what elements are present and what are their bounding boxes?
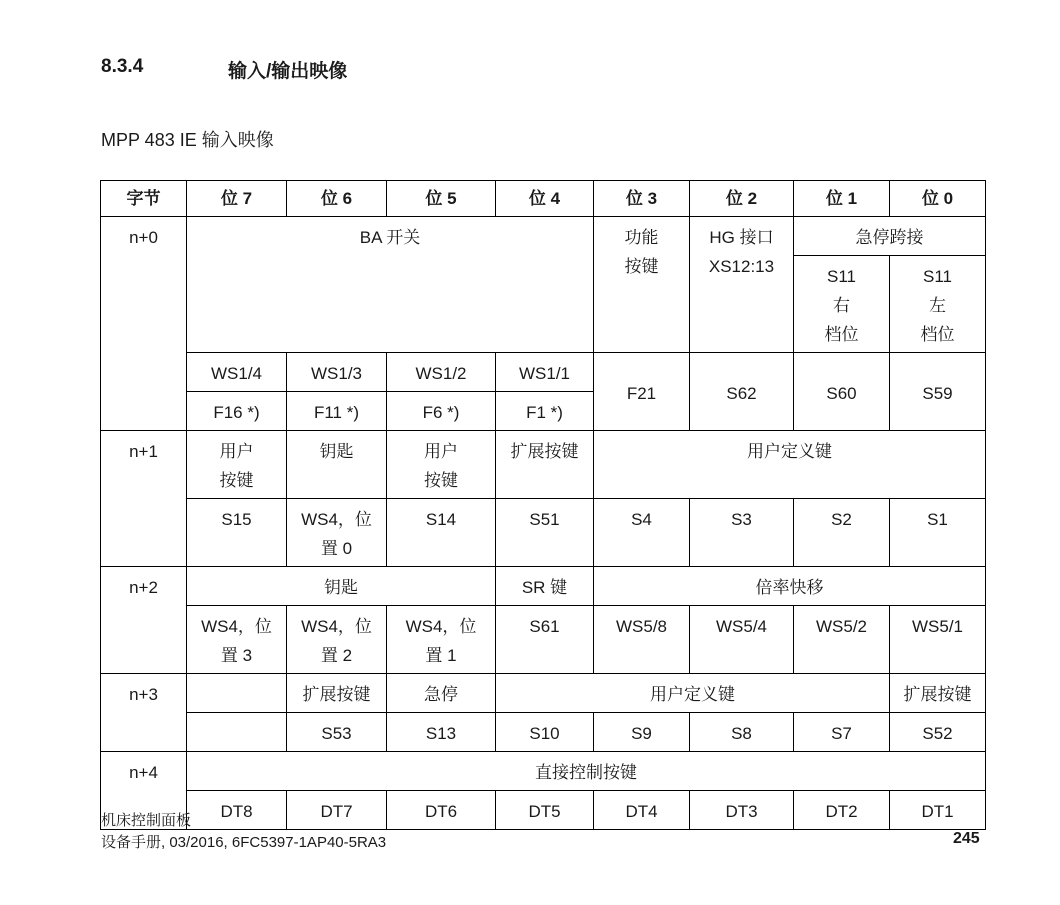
- bit-cell: WS4，位 置 0: [287, 499, 387, 567]
- bit-cell: WS4，位 置 1: [387, 606, 496, 674]
- header-bit4: 位 4: [496, 181, 594, 217]
- user-key-cell: 用户 按键: [187, 431, 287, 499]
- bit-cell: DT7: [287, 791, 387, 830]
- bit-cell: WS5/2: [794, 606, 890, 674]
- bit-cell: DT6: [387, 791, 496, 830]
- header-bit0: 位 0: [890, 181, 986, 217]
- bit-cell: DT3: [690, 791, 794, 830]
- empty-cell: [187, 674, 287, 713]
- bit-cell: S14: [387, 499, 496, 567]
- direct-control-keys-cell: 直接控制按键: [187, 752, 986, 791]
- estop-bridge-cell: 急停跨接: [794, 217, 986, 256]
- bit3-cell: F21: [594, 353, 690, 431]
- f-cell: F11 *): [287, 392, 387, 431]
- bit-cell: DT5: [496, 791, 594, 830]
- header-bit6: 位 6: [287, 181, 387, 217]
- user-defined-keys-cell: 用户定义键: [594, 431, 986, 499]
- f-cell: F16 *): [187, 392, 287, 431]
- key-cell: 钥匙: [187, 567, 496, 606]
- bit-cell: DT1: [890, 791, 986, 830]
- bit-cell: WS4，位 置 3: [187, 606, 287, 674]
- table-row: [101, 752, 986, 791]
- header-bit7: 位 7: [187, 181, 287, 217]
- header-row: [101, 181, 986, 217]
- table-row: [101, 217, 986, 256]
- bit-cell: S53: [287, 713, 387, 752]
- user-defined-keys-cell: 用户定义键: [496, 674, 890, 713]
- ws-cell: WS1/4: [187, 353, 287, 392]
- bit-cell: S2: [794, 499, 890, 567]
- footer-doc-info: 设备手册, 03/2016, 6FC5397-1AP40-5RA3: [101, 834, 387, 851]
- ws-cell: WS1/3: [287, 353, 387, 392]
- ws-cell: WS1/2: [387, 353, 496, 392]
- ws-cell: WS1/1: [496, 353, 594, 392]
- key-cell: 钥匙: [287, 431, 387, 499]
- table-row: [101, 499, 986, 567]
- bit-cell: WS4，位 置 2: [287, 606, 387, 674]
- rate-rapid-cell: 倍率快移: [594, 567, 986, 606]
- bit2-cell: S62: [690, 353, 794, 431]
- s11-left-cell: S11 左 档位: [890, 256, 986, 353]
- ext-key-cell: 扩展按键: [287, 674, 387, 713]
- input-map-table: [100, 180, 986, 830]
- ext-key-cell: 扩展按键: [890, 674, 986, 713]
- bit1-cell: S60: [794, 353, 890, 431]
- footer-product: 机床控制面板: [101, 812, 192, 829]
- header-bit2: 位 2: [690, 181, 794, 217]
- bit-cell: S3: [690, 499, 794, 567]
- hg-interface-cell: HG 接口 XS12:13: [690, 217, 794, 353]
- bit-cell: S9: [594, 713, 690, 752]
- bit-cell: DT8: [187, 791, 287, 830]
- section-number: 8.3.4: [101, 56, 144, 77]
- bit-cell: S1: [890, 499, 986, 567]
- bit-cell: S52: [890, 713, 986, 752]
- byte-cell: n+0: [101, 217, 187, 431]
- page-number: 245: [953, 830, 980, 847]
- byte-cell: n+1: [101, 431, 187, 567]
- f-cell: F1 *): [496, 392, 594, 431]
- bit-cell: S4: [594, 499, 690, 567]
- table-row: [101, 567, 986, 606]
- table-subtitle: MPP 483 IE 输入映像: [101, 130, 274, 150]
- bit-cell: S15: [187, 499, 287, 567]
- table-row: [101, 353, 986, 392]
- ba-switch-cell: BA 开关: [187, 217, 594, 353]
- header-byte: 字节: [101, 181, 187, 217]
- table-row: [101, 713, 986, 752]
- function-key-cell: 功能 按键: [594, 217, 690, 353]
- f-cell: F6 *): [387, 392, 496, 431]
- header-bit3: 位 3: [594, 181, 690, 217]
- bit-cell: WS5/8: [594, 606, 690, 674]
- header-bit1: 位 1: [794, 181, 890, 217]
- byte-cell: n+2: [101, 567, 187, 674]
- table-row: [101, 674, 986, 713]
- bit-cell: S51: [496, 499, 594, 567]
- bit-cell: S10: [496, 713, 594, 752]
- bit-cell: S8: [690, 713, 794, 752]
- bit-cell: S13: [387, 713, 496, 752]
- estop-cell: 急停: [387, 674, 496, 713]
- empty-cell: [187, 713, 287, 752]
- table-row: [101, 606, 986, 674]
- bit0-cell: S59: [890, 353, 986, 431]
- bit-cell: WS5/4: [690, 606, 794, 674]
- bit-cell: S61: [496, 606, 594, 674]
- bit-cell: DT2: [794, 791, 890, 830]
- byte-cell: n+3: [101, 674, 187, 752]
- bit-cell: WS5/1: [890, 606, 986, 674]
- table-row: [101, 791, 986, 830]
- bit-cell: S7: [794, 713, 890, 752]
- section-title: 输入/输出映像: [228, 61, 348, 82]
- bit-cell: DT4: [594, 791, 690, 830]
- user-key-cell: 用户 按键: [387, 431, 496, 499]
- header-bit5: 位 5: [387, 181, 496, 217]
- s11-right-cell: S11 右 档位: [794, 256, 890, 353]
- byte-cell: n+4: [101, 752, 187, 830]
- sr-key-cell: SR 键: [496, 567, 594, 606]
- table-row: [101, 431, 986, 499]
- ext-key-cell: 扩展按键: [496, 431, 594, 499]
